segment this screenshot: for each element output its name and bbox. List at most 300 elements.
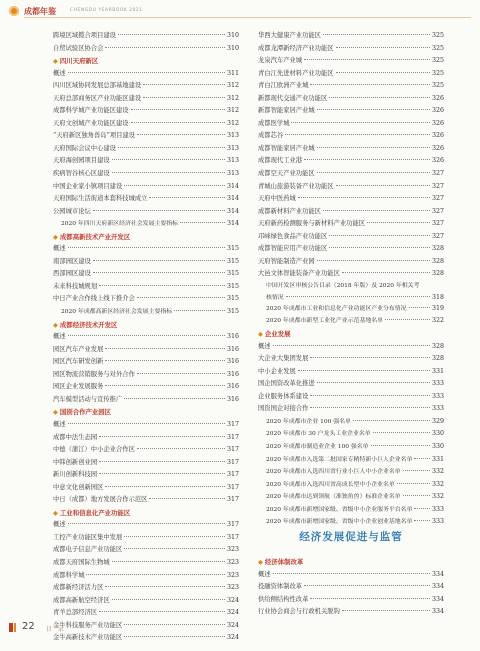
toc-leader-dots: [68, 72, 225, 73]
toc-leader-dots: [403, 470, 430, 471]
toc-page-number: 333: [431, 405, 444, 413]
toc-leader-dots: [99, 461, 225, 462]
toc-section-heading: [53, 319, 239, 332]
toc-leader-dots: [310, 598, 430, 599]
toc-leader-dots: [93, 272, 225, 273]
toc-leader-dots: [329, 97, 430, 98]
toc-leader-dots: [124, 185, 225, 186]
toc-entry-title: 金牛科技服务产业功能区: [53, 621, 123, 629]
yearbook-logo-icon: [9, 6, 19, 16]
toc-entry[interactable]: [258, 479, 444, 492]
toc-page-number: 317: [226, 471, 239, 479]
section-bullet-icon: ◆: [53, 320, 58, 329]
toc-page-number: 325: [431, 69, 444, 77]
toc-entry[interactable]: [258, 441, 444, 454]
toc-entry[interactable]: [258, 43, 444, 56]
toc-page-number: 312: [226, 119, 239, 127]
toc-left-column: [53, 30, 239, 645]
toc-entry[interactable]: [258, 292, 444, 303]
toc-page-number: 326: [431, 94, 444, 102]
toc-entry[interactable]: [258, 130, 444, 143]
toc-entry-title: 概述: [258, 570, 271, 578]
toc-section-label: 成都高新技术产业开发区: [59, 232, 131, 241]
toc-leader-dots: [93, 210, 225, 211]
toc-leader-dots: [131, 122, 225, 123]
toc-leader-dots: [86, 574, 224, 575]
toc-entry[interactable]: [258, 231, 444, 244]
toc-leader-dots: [298, 370, 430, 371]
toc-leader-dots: [317, 260, 430, 261]
toc-page-number: 314: [226, 207, 239, 215]
toc-entry[interactable]: [53, 268, 239, 281]
toc-page-number: 317: [226, 420, 239, 428]
toc-entry-title: 天府新药检测服务与新材料产业功能区: [258, 220, 366, 228]
toc-leader-dots: [137, 134, 225, 135]
toc-page-number: 326: [431, 157, 444, 165]
toc-leader-dots: [323, 210, 430, 211]
toc-entry[interactable]: [53, 394, 239, 407]
toc-entry-title: 南部园区建设: [53, 257, 91, 265]
toc-entry-title: 天府国际会议中心建设: [53, 144, 116, 152]
page-footer: [0, 618, 480, 638]
toc-entry[interactable]: [53, 444, 239, 457]
toc-entry-title: 大企业大集团发展: [258, 355, 309, 363]
toc-entry[interactable]: [53, 469, 239, 482]
toc-leader-dots: [112, 599, 225, 600]
section-bullet-icon: ◆: [258, 330, 263, 339]
toc-page-number: 312: [226, 107, 239, 115]
toc-page-number: 326: [431, 132, 444, 140]
toc-entry[interactable]: [258, 428, 444, 441]
toc-chapter-column: [258, 556, 444, 619]
toc-page-number: 318: [431, 293, 444, 301]
toc-entry-title: 成都中法生态园: [53, 433, 98, 441]
toc-page-number: 333: [431, 392, 444, 400]
toc-leader-dots: [304, 585, 430, 586]
toc-entry-title: 成都科学城产业功能区建设: [53, 107, 129, 115]
toc-entry[interactable]: [53, 193, 239, 206]
toc-entry[interactable]: [53, 155, 239, 168]
toc-leader-dots: [342, 610, 430, 611]
toc-entry[interactable]: [258, 466, 444, 479]
toc-leader-dots: [124, 536, 225, 537]
toc-page-number: 324: [226, 596, 239, 604]
toc-entry-title: 公园城市论坛: [53, 207, 91, 215]
toc-entry[interactable]: [258, 569, 444, 582]
toc-entry[interactable]: [258, 454, 444, 467]
toc-leader-dots: [286, 296, 430, 297]
toc-entry-title: 工控产业功能区集中发展: [53, 533, 123, 541]
toc-leader-dots: [373, 432, 430, 433]
toc-page-number: 316: [226, 395, 239, 403]
toc-entry[interactable]: [258, 281, 444, 292]
toc-leader-dots: [68, 247, 225, 248]
toc-section-label: 企业发展: [264, 330, 291, 339]
toc-page-number: 315: [226, 270, 239, 278]
toc-leader-dots: [304, 159, 430, 160]
toc-entry[interactable]: [53, 293, 239, 306]
toc-leader-dots: [317, 172, 430, 173]
toc-entry-title: 青城山旅游装备产业功能区: [258, 182, 334, 190]
toc-page-number: 328: [431, 355, 444, 363]
toc-entry[interactable]: [258, 378, 444, 391]
toc-page-number: 328: [431, 270, 444, 278]
toc-entry[interactable]: [53, 68, 239, 81]
toc-leader-dots: [112, 172, 225, 173]
toc-entry-title: 园区汽车研发创新: [53, 358, 104, 366]
toc-entry[interactable]: [258, 491, 444, 504]
toc-leader-dots: [317, 147, 430, 148]
toc-entry[interactable]: [53, 544, 239, 557]
toc-entry[interactable]: [258, 218, 444, 231]
toc-page-number: 327: [431, 182, 444, 190]
toc-entry[interactable]: [258, 416, 444, 429]
toc-page-number: 324: [226, 621, 239, 629]
toc-page-number: 317: [226, 533, 239, 541]
toc-right-column: [258, 30, 444, 529]
toc-entry-title: 成都电子信息产业功能区: [53, 546, 123, 554]
toc-entry-title: 跨境区域揽合项目建设: [53, 32, 116, 39]
toc-page-number: 328: [431, 257, 444, 265]
toc-entry-title: 成都天府国际生物城: [53, 558, 110, 566]
toc-entry-title: 2020 年成都市入选四川省行业小巨人中小企业名单: [266, 469, 401, 476]
toc-entry-title: 成都智能家居产业城: [258, 144, 315, 152]
toc-page-number: 317: [226, 483, 239, 491]
toc-page-number: 316: [226, 345, 239, 353]
toc-entry[interactable]: [258, 80, 444, 93]
toc-page-number: 310: [226, 44, 239, 52]
toc-entry[interactable]: [258, 353, 444, 366]
section-bullet-icon: ◆: [53, 232, 58, 241]
toc-entry[interactable]: [258, 516, 444, 529]
yearbook-title: 成都年鉴: [24, 7, 56, 16]
toc-entry[interactable]: [258, 594, 444, 607]
toc-entry-title: 概述: [53, 521, 66, 529]
page-marker-accent-icon: [14, 623, 16, 632]
toc-entry-title: 成都科学城: [53, 571, 85, 579]
toc-page-number: 317: [226, 433, 239, 441]
header-rule: [24, 17, 471, 18]
toc-page-number: 327: [431, 207, 444, 215]
toc-leader-dots: [317, 382, 430, 383]
toc-entry[interactable]: [258, 256, 444, 269]
toc-entry[interactable]: [53, 243, 239, 256]
toc-leader-dots: [273, 345, 430, 346]
toc-entry[interactable]: [258, 68, 444, 81]
toc-entry-title: 成都医学城: [258, 119, 290, 127]
toc-entry-title: 中意文化创新园区: [53, 483, 104, 491]
toc-leader-dots: [93, 260, 225, 261]
toc-leader-dots: [336, 185, 430, 186]
toc-leader-dots: [105, 385, 225, 386]
toc-entry-title: 园区企业发展服务: [53, 383, 104, 391]
toc-entry[interactable]: [258, 391, 444, 404]
toc-page-number: 332: [431, 468, 444, 476]
toc-page-number: 316: [226, 333, 239, 341]
toc-entry-title: 中国开发区审核公告目录（2018 年版）及 2020 年相关考: [266, 282, 420, 289]
toc-entry-title: 园区汽车产业发展: [53, 345, 104, 353]
toc-entry-title: 2020 年成都市新增国家级、省级中小企业创业基地名单: [266, 519, 413, 526]
toc-leader-dots: [414, 458, 430, 459]
toc-entry[interactable]: [258, 105, 444, 118]
chapter-title: 经济发展促进与监管: [299, 531, 403, 543]
toc-entry[interactable]: [258, 143, 444, 156]
yearbook-subtitle: CHENGDU YEARBOOK 2021: [70, 8, 143, 13]
toc-entry-title: 天府国际生活街道本套科技城成立: [53, 195, 148, 203]
toc-page-number: 315: [226, 282, 239, 290]
toc-entry-title: 2020 年成都市新型工业化产业示范基地名单: [266, 318, 384, 325]
toc-page-number: 317: [226, 496, 239, 504]
toc-page-number: 325: [431, 82, 444, 90]
toc-leader-dots: [371, 445, 430, 446]
toc-entry-title: 天府文创城产业功能区建设: [53, 119, 129, 127]
toc-leader-dots: [149, 197, 225, 198]
toc-page-number: 315: [226, 257, 239, 265]
toc-entry[interactable]: [53, 43, 239, 56]
toc-entry[interactable]: [53, 130, 239, 143]
toc-page-number: 313: [226, 170, 239, 178]
toc-entry[interactable]: [53, 281, 239, 294]
toc-page-number: 334: [431, 608, 444, 616]
toc-entry-title: 新川创新科技园: [53, 471, 98, 479]
toc-entry[interactable]: [53, 595, 239, 608]
toc-leader-dots: [118, 147, 225, 148]
toc-entry-title: 天府智能制造产业园: [258, 257, 315, 265]
toc-leader-dots: [105, 348, 225, 349]
toc-entry[interactable]: [53, 582, 239, 595]
toc-leader-dots: [317, 109, 430, 110]
toc-entry[interactable]: [53, 356, 239, 369]
toc-entry[interactable]: [258, 315, 444, 328]
toc-entry[interactable]: [53, 93, 239, 106]
toc-page-number: 334: [431, 583, 444, 591]
toc-leader-dots: [124, 548, 225, 549]
toc-entry[interactable]: [53, 557, 239, 570]
toc-page-number: 314: [226, 182, 239, 190]
page-header: [0, 0, 480, 22]
toc-entry[interactable]: [53, 369, 239, 382]
toc-leader-dots: [124, 398, 225, 399]
toc-page-number: 312: [226, 94, 239, 102]
toc-section-heading: [258, 328, 444, 341]
toc-leader-dots: [403, 495, 430, 496]
toc-entry[interactable]: [53, 306, 239, 319]
toc-entry[interactable]: [53, 494, 239, 507]
toc-entry[interactable]: [258, 193, 444, 206]
toc-entry-title: 青羊总部经济区: [53, 609, 98, 617]
toc-entry-title: 国资国企对接合作: [258, 405, 309, 413]
toc-entry[interactable]: [258, 504, 444, 517]
toc-entry[interactable]: [53, 482, 239, 495]
toc-entry[interactable]: [258, 30, 444, 43]
toc-entry[interactable]: [53, 331, 239, 344]
toc-entry-title: 西部园区建设: [53, 270, 91, 278]
toc-section-heading: [53, 55, 239, 68]
toc-page-number: 316: [226, 370, 239, 378]
toc-entry-title: 华西大健康产业功能区: [258, 32, 321, 39]
toc-section-heading: [258, 556, 444, 569]
toc-leader-dots: [323, 34, 430, 35]
toc-entry-title: 企业服务体系建设: [258, 392, 309, 400]
toc-entry[interactable]: [258, 155, 444, 168]
toc-entry-title: 供给侧结构性改革: [258, 595, 309, 603]
toc-leader-dots: [291, 122, 429, 123]
toc-leader-dots: [414, 520, 430, 521]
toc-leader-dots: [298, 197, 430, 198]
toc-entry[interactable]: [53, 105, 239, 118]
toc-entry[interactable]: [258, 268, 444, 281]
toc-entry[interactable]: [258, 403, 444, 416]
toc-page-number: 323: [226, 584, 239, 592]
toc-leader-dots: [336, 47, 430, 48]
toc-page-number: 325: [431, 44, 444, 52]
toc-page-number: 325: [431, 57, 444, 65]
toc-section-heading: [53, 406, 239, 419]
toc-leader-dots: [329, 247, 430, 248]
toc-page-number: 317: [226, 446, 239, 454]
toc-leader-dots: [137, 373, 225, 374]
toc-entry-title: 天府中医药城: [258, 195, 296, 203]
toc-page-number: 330: [431, 442, 444, 450]
toc-entry[interactable]: [53, 143, 239, 156]
toc-entry[interactable]: [53, 532, 239, 545]
toc-leader-dots: [99, 285, 225, 286]
toc-entry-title: 成都高新航空经济区: [53, 596, 110, 604]
toc-page-number: 324: [226, 634, 239, 642]
toc-page-number: 334: [431, 570, 444, 578]
toc-entry-title: 汽车模型活动与宣传推广: [53, 395, 123, 403]
toc-page-number: 323: [226, 571, 239, 579]
toc-page-number: 329: [431, 417, 444, 425]
toc-leader-dots: [310, 407, 430, 408]
toc-page-number: 333: [431, 380, 444, 388]
toc-entry-title: 大邑文体智能装备产业功能区: [258, 270, 340, 278]
toc-entry[interactable]: [53, 256, 239, 269]
toc-entry[interactable]: [258, 581, 444, 594]
toc-entry[interactable]: [53, 419, 239, 432]
toc-entry-title: 国企国资改革化推进: [258, 380, 315, 388]
toc-entry[interactable]: [258, 366, 444, 379]
footer-label: 目 录: [46, 626, 66, 633]
toc-entry-title: 中国企业家小镇项目建设: [53, 182, 123, 190]
toc-entry[interactable]: [53, 118, 239, 131]
toc-leader-dots: [329, 235, 430, 236]
toc-leader-dots: [68, 423, 225, 424]
toc-entry[interactable]: [53, 344, 239, 357]
toc-entry-title: 龙泉汽车产业城: [258, 57, 303, 65]
toc-page-number: 324: [226, 609, 239, 617]
toc-page-number: 317: [226, 521, 239, 529]
toc-leader-dots: [180, 222, 225, 223]
toc-entry-title: 自贸试验区协合会: [53, 44, 104, 52]
toc-entry[interactable]: [258, 93, 444, 106]
toc-entry-title: 成都新经济活力区: [53, 584, 104, 592]
toc-entry-title: 金牛高新技术产业功能区: [53, 634, 123, 642]
toc-entry-title: 四川区域协同发展总部基地建设: [53, 82, 142, 90]
toc-page-number: 332: [431, 480, 444, 488]
toc-leader-dots: [99, 611, 225, 612]
toc-entry[interactable]: [53, 570, 239, 583]
toc-section-label: 国别合作产业园区: [59, 408, 112, 417]
toc-entry-title: 概述: [53, 420, 66, 428]
toc-leader-dots: [385, 319, 430, 320]
toc-entry[interactable]: [53, 432, 239, 445]
toc-leader-dots: [336, 72, 430, 73]
section-bullet-icon: ◆: [258, 558, 263, 566]
toc-page-number: 328: [431, 342, 444, 350]
toc-page-number: 316: [226, 358, 239, 366]
toc-page-number: 315: [226, 308, 239, 316]
toc-leader-dots: [310, 357, 430, 358]
toc-page-number: 315: [226, 245, 239, 253]
toc-entry-title: 中德（蒲江）中小企业合作区: [53, 446, 135, 454]
toc-entry[interactable]: [53, 181, 239, 194]
toc-entry-title: 成都智能应用产业功能区: [258, 245, 328, 253]
toc-page-number: 316: [226, 383, 239, 391]
toc-entry[interactable]: [53, 218, 239, 231]
toc-page-number: 323: [226, 546, 239, 554]
toc-leader-dots: [143, 97, 225, 98]
toc-entry-title: 概述: [258, 342, 271, 350]
toc-page-number: 313: [226, 132, 239, 140]
toc-entry-title: “天府新区独角兽岛”项目建设: [53, 132, 136, 140]
toc-page-number: 331: [431, 367, 444, 375]
toc-entry[interactable]: [53, 519, 239, 532]
toc-entry[interactable]: [258, 55, 444, 68]
toc-entry[interactable]: [53, 168, 239, 181]
toc-entry[interactable]: [258, 303, 444, 316]
toc-entry[interactable]: [53, 30, 239, 43]
toc-page-number: 331: [431, 455, 444, 463]
toc-entry[interactable]: [258, 168, 444, 181]
toc-entry[interactable]: [258, 181, 444, 194]
toc-page-number: 333: [431, 505, 444, 513]
toc-leader-dots: [105, 47, 225, 48]
toc-entry[interactable]: [258, 341, 444, 354]
toc-entry-title: 新都智能家居产业城: [258, 107, 315, 115]
toc-page-number: 327: [431, 195, 444, 203]
toc-page-number: 322: [431, 317, 444, 325]
toc-entry-title: 成都空天产业功能区: [258, 170, 315, 178]
toc-page-number: 310: [226, 32, 239, 39]
toc-entry-title: 2020 年四川天府新区经济社会发展主要指标: [61, 221, 179, 228]
toc-leader-dots: [310, 395, 430, 396]
toc-leader-dots: [149, 498, 225, 499]
toc-entry-title: 成都现代工业港: [258, 157, 303, 165]
toc-entry[interactable]: [258, 243, 444, 256]
toc-entry-title: 成都龙潭新经济产业功能区: [258, 44, 334, 52]
toc-entry[interactable]: [258, 118, 444, 131]
section-bullet-icon: ◆: [53, 57, 58, 66]
toc-leader-dots: [310, 84, 430, 85]
toc-entry-title: 2020 年成都市企业 100 强名单: [266, 418, 351, 425]
toc-entry[interactable]: [53, 80, 239, 93]
toc-entry[interactable]: [53, 206, 239, 219]
toc-entry[interactable]: [258, 206, 444, 219]
toc-entry-title: 2020 年成都市达到领航（准独角兽）标准企业名单: [266, 494, 401, 501]
toc-entry[interactable]: [53, 457, 239, 470]
toc-section-label: 工业和信息化产业功能区: [59, 508, 131, 517]
toc-entry-title: 2020 年成都市制造业企业 100 强名单: [266, 443, 369, 450]
toc-page-number: 326: [431, 144, 444, 152]
toc-entry-title: 概述: [53, 245, 66, 253]
toc-page-number: 326: [431, 119, 444, 127]
toc-entry[interactable]: [53, 381, 239, 394]
toc-section-label: 成都经济技术开发区: [59, 320, 118, 329]
toc-entry-title: 2020 年成都市新增国家级、省级中小企业服务平台名单: [266, 506, 413, 513]
toc-leader-dots: [105, 360, 225, 361]
toc-entry[interactable]: [258, 606, 444, 619]
